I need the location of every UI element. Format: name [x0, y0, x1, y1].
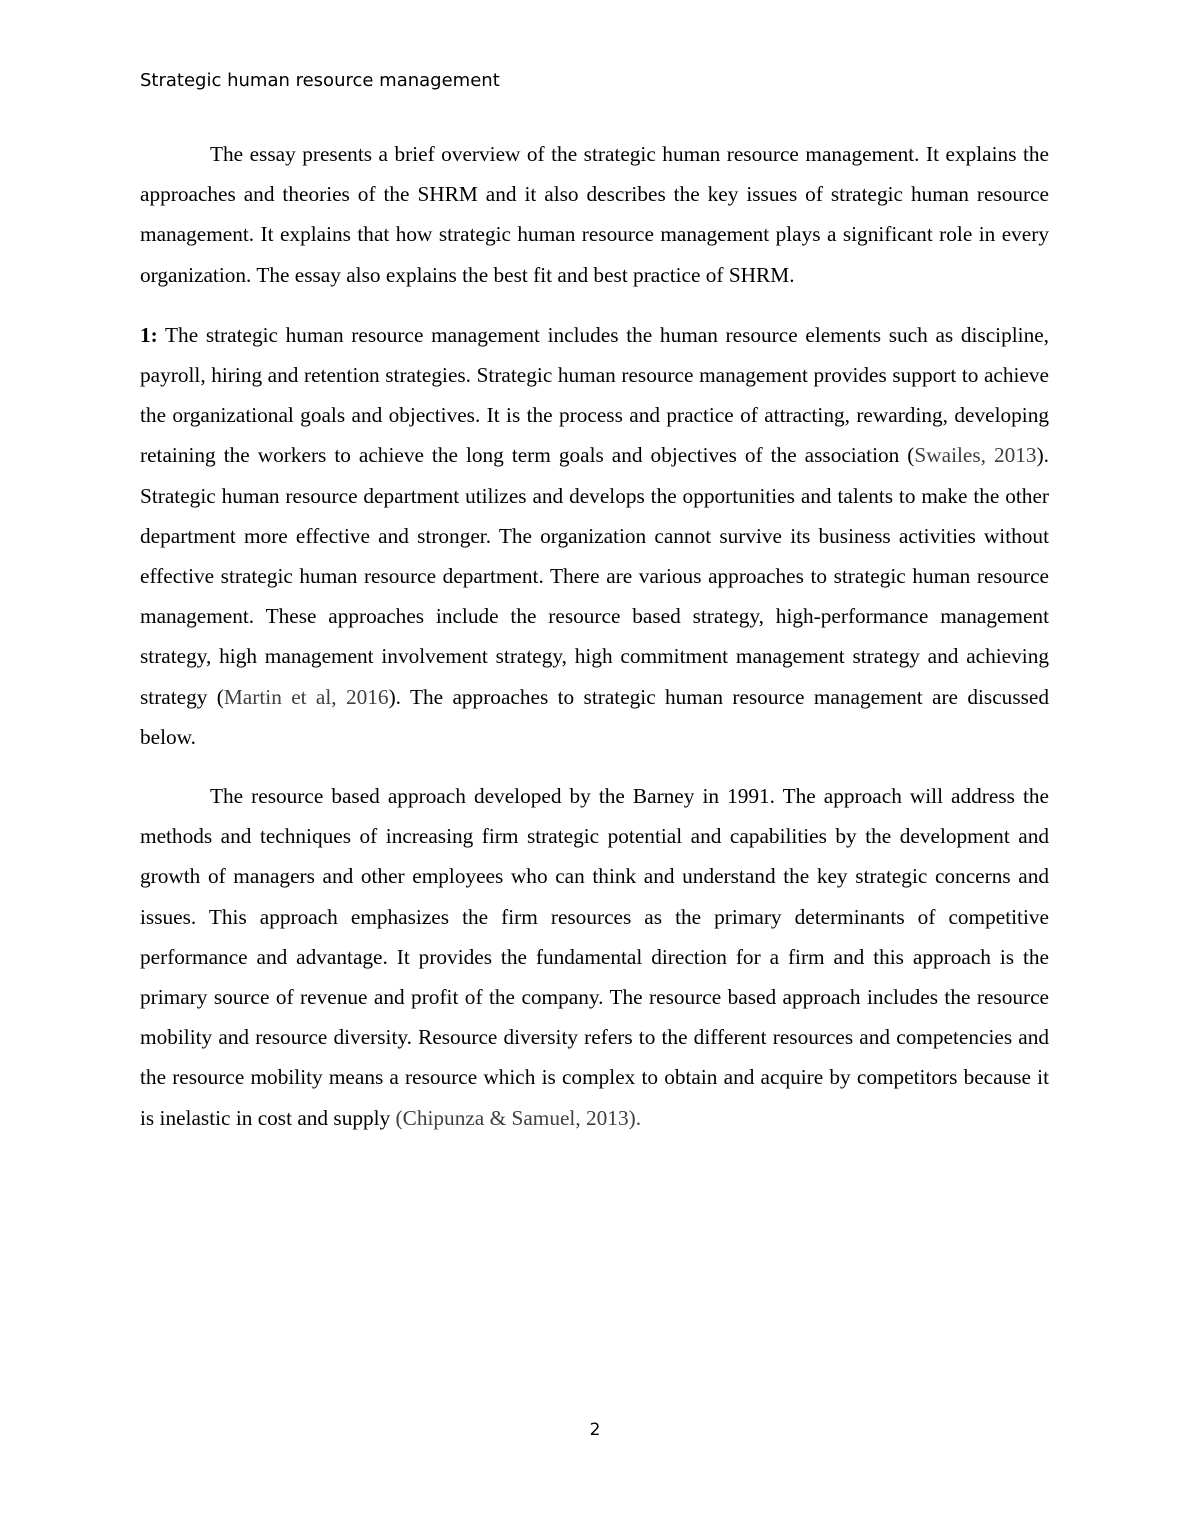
resource-based-text: The resource based approach developed by the Barney in 1991. The approach will address the methods and techniques of increasing firm strategic potential and capabilities by the development and growth of managers and other employees who can think and understand the key strategic concerns and issues. This approach emphasizes the firm resources as the primary determinants of competitive performance and advantage. It provides the fundamental direction for a firm and this approach is the primary source of revenue and profit of the company. The resource based approach includes the resource mobility and resource diversity. Resource diversity refers to the different resources and competencies and the resource mobility means a resource which is complex to obtain and acquire by competitors because it is inelastic in cost and supply: [140, 784, 1049, 1130]
page-number: 2: [589, 1420, 601, 1440]
resource-based-paragraph: [140, 776, 1049, 1138]
section-1-text-part-2: ). Strategic human resource department utilizes and develops the opportunities and talents to make the other department more effective and stronger. The organization cannot survive its business activities without effective strategic human resource department. There are various approaches to strategic human resource management. These approaches include the resource based strategy, high-performance management strategy, high management involvement strategy, high commitment management strategy and achieving strategy (: [140, 443, 1050, 709]
citation-chipunza: (Chipunza & Samuel, 2013).: [395, 1105, 642, 1130]
citation-swailes: Swailes, 2013: [914, 443, 1037, 468]
running-header: Strategic human resource management: [140, 70, 500, 91]
document-body: [140, 134, 1049, 1138]
section-number-label: 1:: [140, 322, 158, 347]
intro-paragraph: The essay presents a brief overview of the strategic human resource management. It explains the approaches and theories of the SHRM and it also describes the key issues of strategic human resource management. It explains that how strategic human resource management plays a significant role in every organization. The essay also explains the best fit and best practice of SHRM.: [140, 142, 1049, 287]
section-1-paragraph: [140, 315, 1049, 757]
section-1-text-part-1: The strategic human resource management includes the human resource elements such as discipline, payroll, hiring and retention strategies. Strategic human resource management provides support to achieve the organizational goals and objectives. It is the process and practice of attracting, rewarding, developing retaining the workers to achieve the long term goals and objectives of the association (: [140, 322, 1049, 468]
citation-martin: Martin et al, 2016: [223, 684, 389, 709]
section-1-text-part-3: ). The approaches to strategic human resource management are discussed below.: [140, 684, 1049, 749]
